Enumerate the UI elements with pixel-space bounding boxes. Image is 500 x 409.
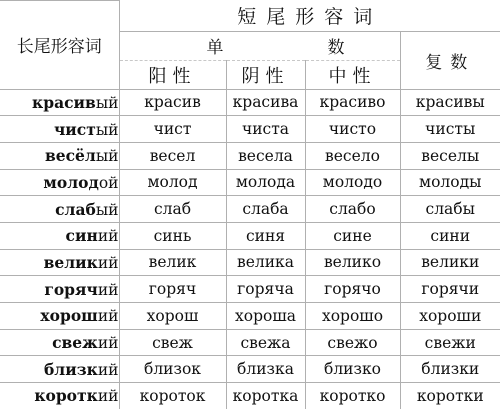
table-body [0,89,500,409]
long-form-ending: ый [95,147,119,166]
long-form-cell [0,116,119,143]
long-form-stem: велик [43,252,98,272]
long-form-stem: горяч [44,279,98,299]
short-feminine-cell: велика [226,249,305,276]
table-row [0,276,500,303]
short-masculine-cell: хорош [119,303,226,330]
short-masculine-cell: слаб [119,196,226,223]
table-row [0,142,500,169]
short-feminine-cell: красива [226,89,305,116]
short-plural-cell: свежи [400,329,500,356]
long-form-ending: ий [97,253,119,272]
long-form-stem: хорош [40,306,98,326]
short-feminine-cell: близка [226,356,305,383]
short-masculine-cell: молод [119,169,226,196]
short-plural-cell: хороши [400,303,500,330]
short-neuter-cell: чисто [305,116,400,143]
long-form-cell [0,276,119,303]
short-feminine-cell: коротка [226,383,305,409]
table-row [0,222,500,249]
table-row [0,356,500,383]
short-feminine-cell: молода [226,169,305,196]
long-form-cell [0,169,119,196]
short-feminine-cell: свежа [226,329,305,356]
long-form-ending: ий [97,307,119,326]
long-form-ending: ий [97,227,119,246]
long-form-stem: свеж [52,333,98,353]
header-singular [119,31,400,60]
table-row [0,383,500,409]
short-masculine-cell: свеж [119,329,226,356]
long-form-cell [0,249,119,276]
table-row [0,116,500,143]
header-masculine: 阳性 [119,60,226,89]
short-feminine-cell: хороша [226,303,305,330]
short-neuter-cell: велико [305,249,400,276]
short-neuter-cell: весело [305,142,400,169]
long-form-cell [0,89,119,116]
short-neuter-cell: сине [305,222,400,249]
header-short-form: 短尾形容词 [119,1,500,32]
short-masculine-cell: чист [119,116,226,143]
short-neuter-cell: коротко [305,383,400,409]
long-form-cell [0,303,119,330]
short-masculine-cell: синь [119,222,226,249]
short-neuter-cell: близко [305,356,400,383]
long-form-ending: ый [95,200,119,219]
long-form-stem: чист [53,119,96,139]
short-masculine-cell: красив [119,89,226,116]
long-form-ending: ий [97,387,119,406]
table-header [0,1,500,90]
short-plural-cell: слабы [400,196,500,223]
long-form-stem: весёл [44,146,96,166]
short-plural-cell: чисты [400,116,500,143]
short-plural-cell: горячи [400,276,500,303]
header-neuter: 中性 [305,60,400,89]
header-plural: 复数 [400,31,500,89]
header-singular-char-1: 单 [206,38,224,58]
short-plural-cell: веселы [400,142,500,169]
long-form-stem: красив [32,92,96,112]
table-row [0,249,500,276]
long-form-stem: молод [43,172,99,192]
short-feminine-cell: весела [226,142,305,169]
header-long-form: 长尾形容词 [0,1,119,90]
short-feminine-cell: синя [226,222,305,249]
table-row [0,303,500,330]
long-form-cell [0,196,119,223]
long-form-ending: ий [97,360,119,379]
short-plural-cell: сини [400,222,500,249]
short-plural-cell: близки [400,356,500,383]
table-row [0,89,500,116]
long-form-stem: близк [43,359,98,379]
short-masculine-cell: близок [119,356,226,383]
short-masculine-cell: весел [119,142,226,169]
short-neuter-cell: свежо [305,329,400,356]
long-form-cell [0,329,119,356]
long-form-cell [0,383,119,409]
long-form-ending: ий [97,280,119,299]
long-form-ending: ой [98,173,119,192]
short-plural-cell: коротки [400,383,500,409]
table-row [0,196,500,223]
header-feminine: 阴性 [226,60,305,89]
long-form-ending: ий [97,334,119,353]
long-form-stem: слаб [55,199,96,219]
long-form-ending: ый [95,93,119,112]
header-singular-char-2: 数 [327,38,345,58]
long-form-cell [0,222,119,249]
short-neuter-cell: хорошо [305,303,400,330]
short-masculine-cell: велик [119,249,226,276]
long-form-cell [0,142,119,169]
long-form-ending: ый [95,120,119,139]
table-row [0,169,500,196]
short-plural-cell: красивы [400,89,500,116]
short-neuter-cell: слабо [305,196,400,223]
short-feminine-cell: слаба [226,196,305,223]
short-neuter-cell: красиво [305,89,400,116]
short-masculine-cell: короток [119,383,226,409]
short-neuter-cell: горячо [305,276,400,303]
long-form-stem: син [65,226,98,246]
short-neuter-cell: молодо [305,169,400,196]
short-plural-cell: велики [400,249,500,276]
short-feminine-cell: горяча [226,276,305,303]
long-form-cell [0,356,119,383]
short-masculine-cell: горяч [119,276,226,303]
long-form-stem: коротк [34,386,98,406]
short-plural-cell: молоды [400,169,500,196]
short-feminine-cell: чиста [226,116,305,143]
table-row [0,329,500,356]
